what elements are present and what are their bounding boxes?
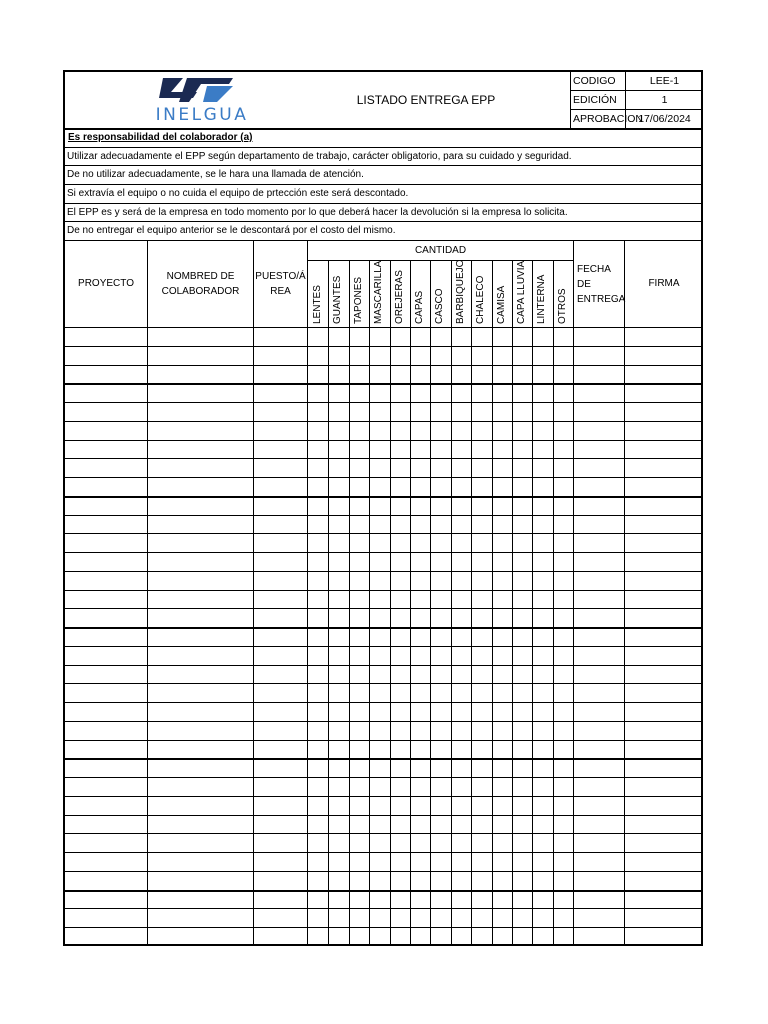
col-header-firma: FIRMA (648, 278, 680, 289)
table-row (65, 777, 703, 796)
table-row (65, 927, 703, 946)
col-header-fecha-line1: FECHA DE (577, 263, 611, 290)
codigo-label: CODIGO (573, 75, 616, 87)
col-header-item-guantes: GUANTES (332, 275, 344, 324)
col-header-item-casco: CASCO (434, 288, 446, 324)
logo-mark-icon (123, 72, 281, 106)
table-row (65, 458, 703, 477)
aprobacion-value: 17/06/2024 (638, 112, 691, 125)
responsibility-heading: Es responsabilidad del colaborador (a) (68, 132, 253, 143)
table-row (65, 477, 703, 496)
col-header-item-capas: CAPAS (414, 290, 425, 324)
table-row (65, 871, 703, 890)
table-row (65, 365, 703, 384)
table-row (65, 833, 703, 852)
col-header-item-tapones: TAPONES (352, 276, 364, 324)
company-logo (123, 72, 281, 122)
col-header-item-mascarilla: MASCARILLA (373, 260, 385, 324)
table-row (65, 533, 703, 552)
table-row (65, 702, 703, 721)
table-row (65, 740, 703, 759)
col-header-nombre-line2: COLABORADOR (161, 286, 240, 297)
col-header-nombre-line1: NOMBRED DE (166, 271, 235, 282)
col-header-nombre (148, 241, 253, 327)
rule-2: De no utilizar adecuadamente, se le hara una llamada de atención. (67, 169, 364, 180)
table-row (65, 815, 703, 834)
edicion-value: 1 (661, 93, 668, 106)
table-row (65, 852, 703, 871)
table-row (65, 758, 703, 777)
col-header-item-capa-lluvia: CAPA LLUVIA (516, 260, 527, 324)
col-header-puesto-line2: REA (270, 286, 291, 297)
rule-1: Utilizar adecuadamente el EPP según departamento de trabajo, carácter obligatorio, para su cuidado y seguridad. (67, 151, 572, 162)
col-header-item-barbiquejo: BARBIQUEJO (454, 259, 466, 324)
aprobacion-label: APROBACION (573, 113, 644, 125)
col-header-item-linterna: LINTERNA (536, 274, 548, 324)
col-header-proyecto: PROYECTO (78, 278, 134, 289)
col-header-puesto (254, 241, 307, 327)
col-header-puesto-line1: PUESTO/Á (255, 271, 306, 282)
table-row (65, 440, 703, 459)
rule-5: De no entregar el equipo anterior se le descontará por el costo del mismo. (67, 225, 396, 236)
table-row (65, 627, 703, 646)
col-header-item-chaleco: CHALECO (475, 275, 487, 324)
table-row (65, 908, 703, 927)
table-row (65, 571, 703, 590)
table-row (65, 646, 703, 665)
col-header-fecha (574, 241, 624, 327)
table-row (65, 515, 703, 534)
col-header-item-orejeras: OREJERAS (393, 270, 405, 324)
table-row (65, 890, 703, 909)
codigo-value: LEE-1 (649, 74, 680, 87)
table-row (65, 327, 703, 346)
table-row (65, 721, 703, 740)
logo-wordmark: INELGUA (155, 105, 249, 122)
rule-3: Si extravía el equipo o no cuida el equipo de prtección este será descontado. (67, 188, 409, 199)
col-header-item-lentes: LENTES (312, 285, 323, 324)
epp-delivery-sheet (63, 70, 703, 946)
table-row (65, 421, 703, 440)
table-row (65, 665, 703, 684)
document-title: LISTADO ENTREGA EPP (356, 93, 496, 107)
table-row (65, 608, 703, 627)
col-header-fecha-line2: ENTREGA (577, 293, 626, 305)
table-row (65, 383, 703, 402)
table-row (65, 796, 703, 815)
table-row (65, 590, 703, 609)
table-row (65, 346, 703, 365)
table-row (65, 552, 703, 571)
table-row (65, 496, 703, 515)
col-header-cantidad: CANTIDAD (414, 244, 467, 256)
col-header-item-otros: OTROS (556, 288, 568, 324)
table-row (65, 402, 703, 421)
table-row (65, 683, 703, 702)
col-header-item-camisa: CAMISA (495, 285, 507, 324)
rule-4: El EPP es y será de la empresa en todo momento por lo que deberá hacer la devolución si la empresa lo solicita. (67, 207, 568, 218)
edicion-label: EDICIÓN (573, 94, 617, 106)
